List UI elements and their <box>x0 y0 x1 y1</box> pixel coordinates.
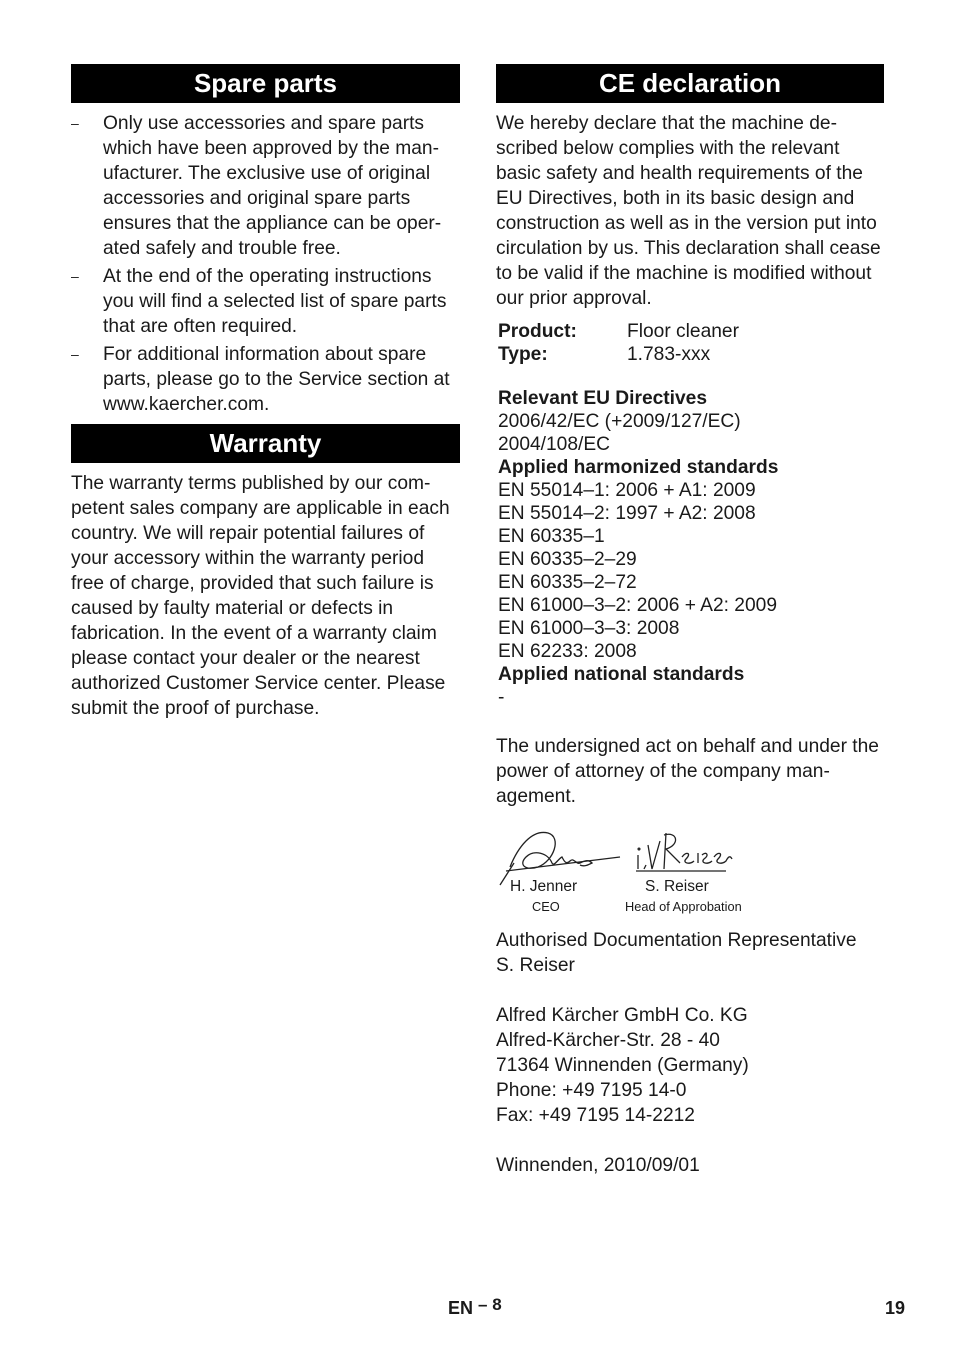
auth-rep-block <box>496 928 884 978</box>
signer2-role: Head of Approbation <box>625 899 742 914</box>
standard-item: EN 60335–2–29 <box>498 549 637 570</box>
right-column <box>496 64 884 1178</box>
dash-icon: – <box>71 115 79 131</box>
standard-item: EN 62233: 2008 <box>498 641 637 662</box>
address-line: 71364 Winnenden (Germany) <box>496 1055 749 1076</box>
list-item: – Only use accessories and spare parts which have been approved by the manufacturer. The exclusive use of original accessories and original spare parts ensures that the appliance can be operated safely and trouble free. <box>71 113 442 259</box>
type-row <box>496 343 884 366</box>
signer1-role: CEO <box>532 899 560 914</box>
warranty-text: The warranty terms published by our competent sales company are applicable in each country. We will repair potential failures of your accessory within the warranty period free of charge, provided that such failure is caused by faulty material or defects in fabrication. In the event of a warranty claim please contact your dealer or the nearest authorized Customer Service center. Please submit the proof of purchase. <box>71 473 450 719</box>
address-line: Alfred Kärcher GmbH Co. KG <box>496 1005 748 1026</box>
address-line: Alfred-Kärcher-Str. 28 - 40 <box>496 1030 720 1051</box>
type-value: 1.783-xxx <box>627 344 711 365</box>
type-label: Type: <box>498 344 548 365</box>
footer-language <box>448 1295 502 1319</box>
directive-item: 2006/42/EC (+2009/127/EC) <box>498 411 741 432</box>
directives-heading: Relevant EU Directives <box>498 388 708 409</box>
signature-reiser <box>636 833 732 871</box>
standard-item: EN 60335–1 <box>498 526 605 547</box>
list-item: – For additional information about spare parts, please go to the Service section at www.kaercher.com. <box>71 344 450 415</box>
warranty-heading: Warranty <box>71 424 460 463</box>
ce-declaration-heading: CE declaration <box>496 64 884 103</box>
standard-item: EN 61000–3–2: 2006 + A2: 2009 <box>498 595 777 616</box>
list-item: – At the end of the operating instructions you will find a selected list of spare parts that are often required. <box>71 266 447 337</box>
dash-icon: – <box>71 346 79 362</box>
standard-item: EN 55014–1: 2006 + A1: 2009 <box>498 480 756 501</box>
national-value: - <box>498 687 505 708</box>
undersigned-text: The undersigned act on behalf and under the power of attorney of the company management. <box>496 736 879 807</box>
signer2-name: S. Reiser <box>645 878 709 895</box>
footer-section-page: – 8 <box>478 1295 502 1314</box>
spare-parts-list <box>71 111 460 417</box>
product-label: Product: <box>498 321 577 342</box>
standards-block <box>496 387 884 709</box>
spare-parts-heading: Spare parts <box>71 64 460 103</box>
page-number: 19 <box>885 1298 906 1318</box>
signature-block <box>496 827 884 917</box>
harmonized-heading: Applied harmonized standards <box>498 457 779 478</box>
address-line: Fax: +49 7195 14-2212 <box>496 1105 695 1126</box>
left-column <box>71 64 460 721</box>
national-heading: Applied national standards <box>498 664 745 685</box>
product-row <box>496 320 884 343</box>
standard-item: EN 61000–3–3: 2008 <box>498 618 680 639</box>
auth-rep-label: Authorised Documentation Representative <box>496 930 857 951</box>
dash-icon: – <box>71 268 79 284</box>
address-block <box>496 1003 884 1128</box>
address-line: Phone: +49 7195 14-0 <box>496 1080 687 1101</box>
signer1-name: H. Jenner <box>510 878 578 895</box>
auth-rep-name: S. Reiser <box>496 955 575 976</box>
product-spec <box>496 320 884 366</box>
standard-item: EN 55014–2: 1997 + A2: 2008 <box>498 503 756 524</box>
ce-intro-text: We hereby declare that the machine described below complies with the relevant basic safety and health requirements of the EU Directives, both in its basic design and construction as well as in the version put into circulation by us. This declaration shall cease to be valid if the machine is modified without our prior approval. <box>496 113 881 309</box>
directive-item: 2004/108/EC <box>498 434 611 455</box>
product-value: Floor cleaner <box>627 321 739 342</box>
place-date: Winnenden, 2010/09/01 <box>496 1155 700 1176</box>
standard-item: EN 60335–2–72 <box>498 572 637 593</box>
footer-lang-code: EN <box>448 1298 474 1318</box>
